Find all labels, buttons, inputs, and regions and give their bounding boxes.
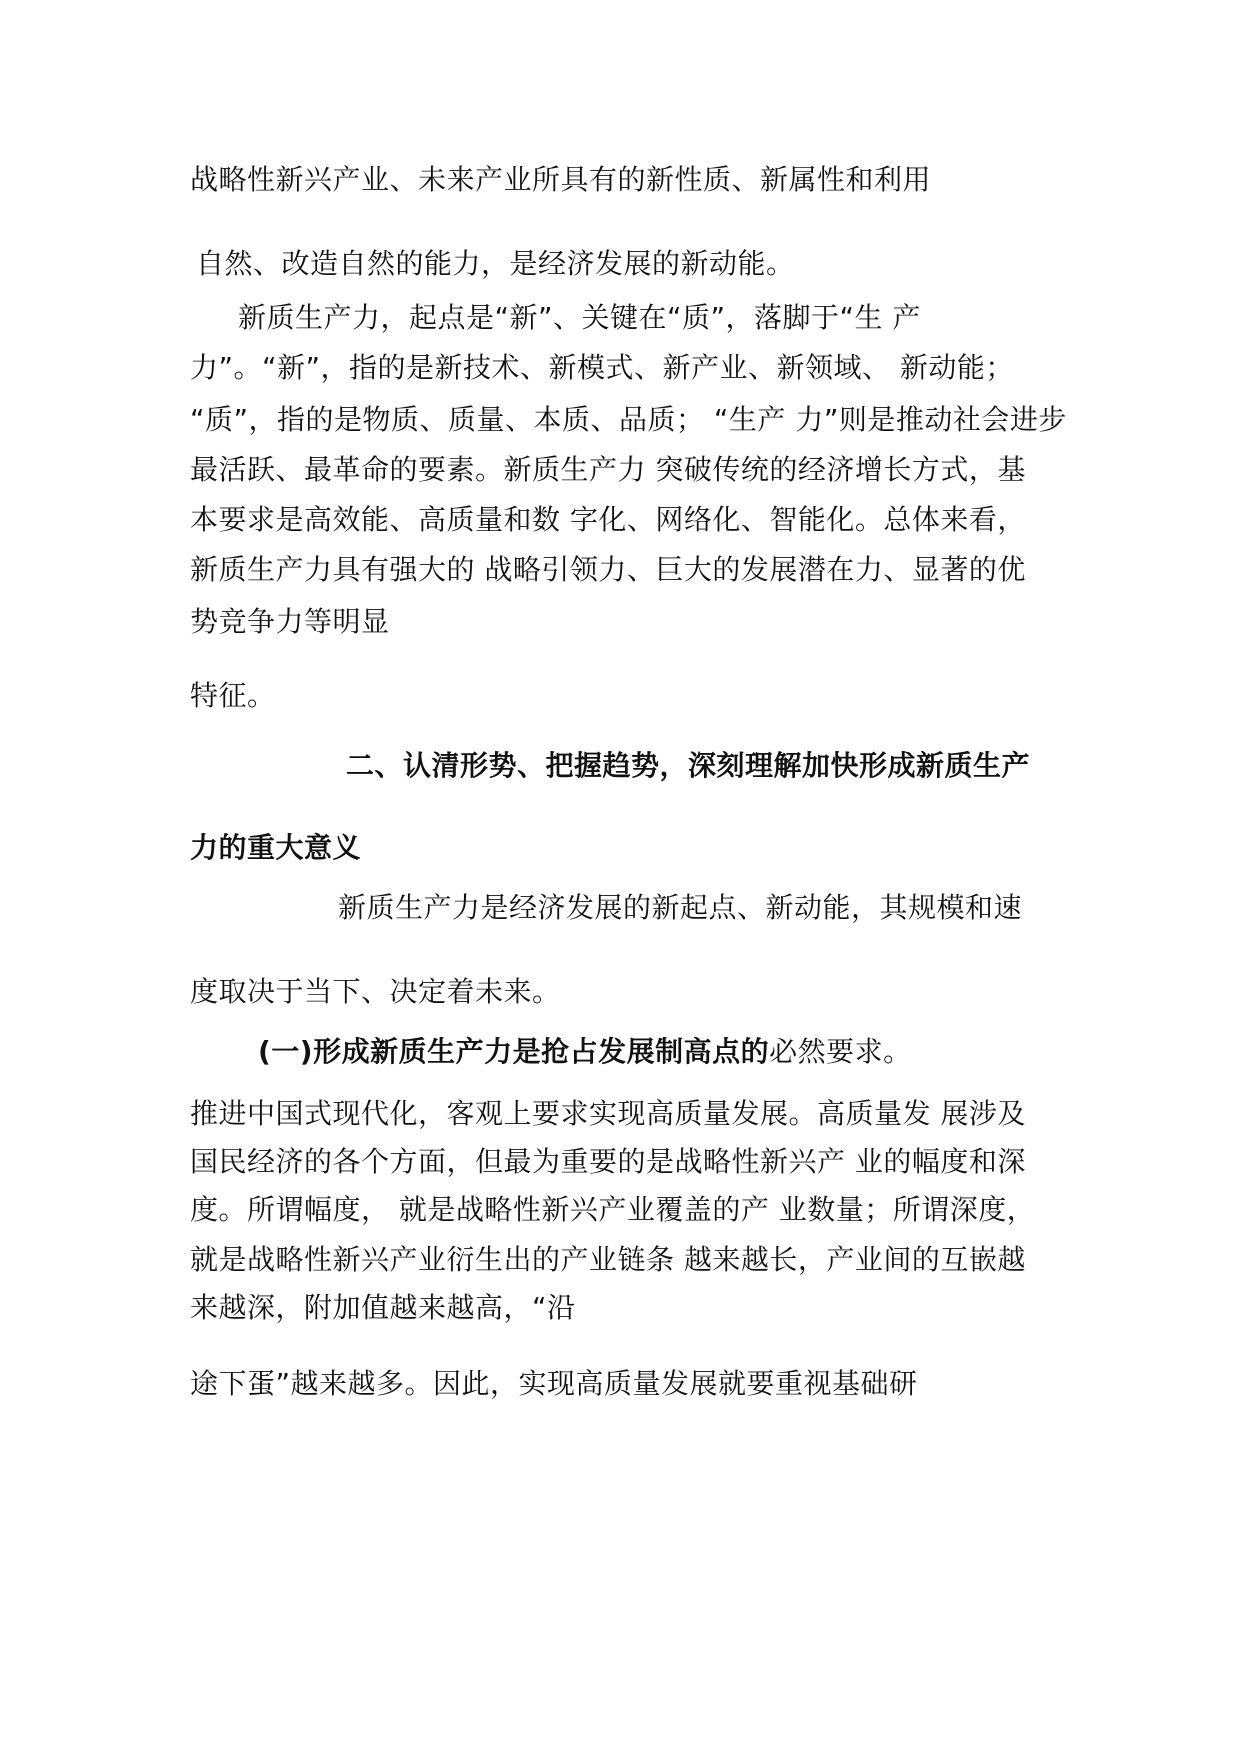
body-line: 度。所谓幅度， 就是战略性新兴产业覆盖的产 业数量；所谓深度， — [190, 1193, 1036, 1226]
body-line: “质”，指的是物质、质量、本质、品质； “生产 力”则是推动社会进步 — [190, 403, 1067, 436]
section-heading: 二、认清形势、把握趋势，深刻理解加快形成新质生产 — [346, 749, 1031, 782]
body-line: 力”。“新”，指的是新技术、新模式、新产业、新领域、 新动能； — [190, 351, 1014, 384]
body-line: 自然、改造自然的能力，是经济发展的新动能。 — [196, 247, 795, 280]
subheading-bold: (一)形成新质生产力是抢占发展制高点的 — [258, 1035, 770, 1068]
body-line: 新质生产力具有强大的 战略引领力、巨大的发展潜在力、显著的优 — [190, 553, 1026, 586]
paragraph-first-line: 新质生产力，起点是“新”、关键在“质”，落脚于“生 产 — [238, 301, 921, 334]
body-line: 度取决于当下、决定着未来。 — [190, 975, 561, 1008]
body-line: 势竞争力等明显 — [190, 605, 390, 638]
paragraph-first-line: 新质生产力是经济发展的新起点、新动能，其规模和速 — [338, 891, 1023, 924]
body-line: 最活跃、最革命的要素。新质生产力 突破传统的经济增长方式，基 — [190, 453, 1026, 486]
body-line: 就是战略性新兴产业衍生出的产业链条 越来越长，产业间的互嵌越 — [190, 1243, 1026, 1276]
body-line: 来越深，附加值越来越高，“沿 — [190, 1291, 576, 1324]
body-line: 途下蛋”越来越多。因此，实现高质量发展就要重视基础研 — [190, 1367, 918, 1400]
body-line: 本要求是高效能、高质量和数 字化、网络化、智能化。总体来看， — [190, 503, 1026, 536]
subheading-regular: 必然要求。 — [769, 1035, 912, 1068]
body-line: 国民经济的各个方面，但最为重要的是战略性新兴产 业的幅度和深 — [190, 1145, 1026, 1178]
subheading-line — [258, 1032, 912, 1072]
body-line: 推进中国式现代化，客观上要求实现高质量发展。高质量发 展涉及 — [190, 1097, 1026, 1130]
body-line: 战略性新兴产业、未来产业所具有的新性质、新属性和利用 — [190, 163, 932, 196]
section-heading-continued: 力的重大意义 — [190, 831, 362, 864]
body-line: 特征。 — [190, 679, 276, 712]
